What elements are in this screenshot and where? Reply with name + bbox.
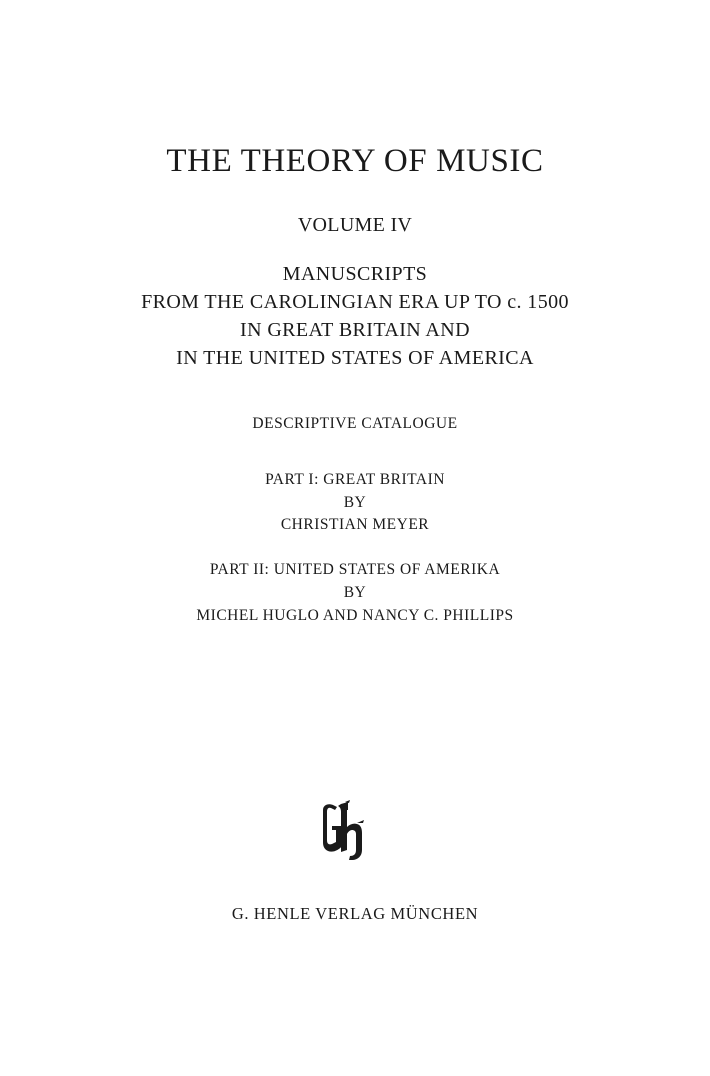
part-two-heading: PART II: UNITED STATES OF AMERIKA (209, 561, 501, 578)
subtitle-line-1: MANUSCRIPTS (282, 263, 428, 285)
part-two-by: BY (343, 584, 367, 601)
subtitle-line-3: IN GREAT BRITAIN AND (240, 319, 470, 341)
publisher-imprint: G. HENLE VERLAG MÜNCHEN (231, 904, 479, 923)
part-two-authors: MICHEL HUGLO AND NANCY C. PHILLIPS (196, 607, 514, 624)
part-one-heading: PART I: GREAT BRITAIN (265, 471, 445, 488)
subtitle-line-2: FROM THE CAROLINGIAN ERA UP TO c. 1500 (141, 291, 569, 313)
catalogue-type: DESCRIPTIVE CATALOGUE (252, 415, 458, 432)
book-title: THE THEORY OF MUSIC (166, 143, 544, 179)
henle-monogram-icon (317, 800, 369, 862)
volume-number: VOLUME IV (297, 214, 413, 236)
part-one-by: BY (343, 494, 367, 511)
part-one-author: CHRISTIAN MEYER (280, 516, 430, 533)
subtitle-line-4: IN THE UNITED STATES OF AMERICA (176, 347, 534, 369)
